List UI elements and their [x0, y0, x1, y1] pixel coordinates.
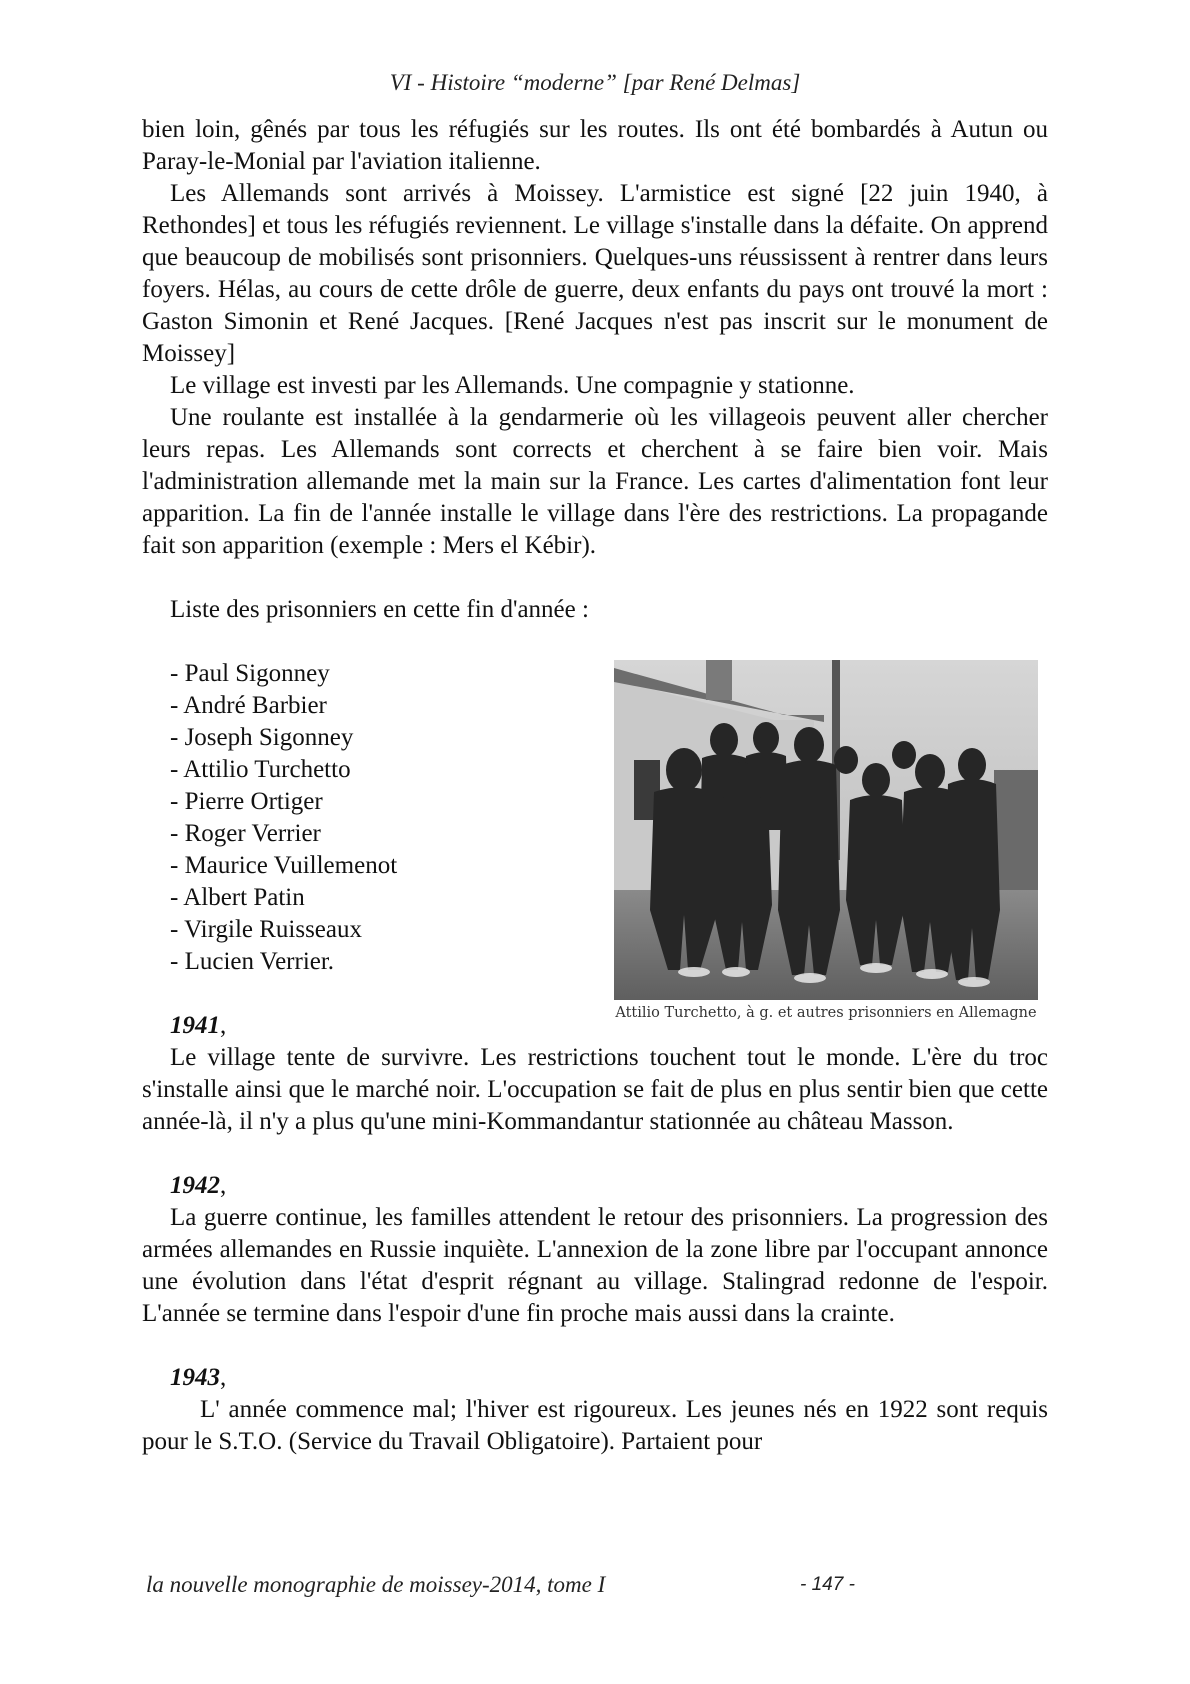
photo-caption: Attilio Turchetto, à g. et autres prisonniers en Allemagne [615, 1005, 1037, 1021]
list-item: - Virgile Ruisseaux [170, 916, 363, 943]
list-item: - Albert Patin [170, 884, 305, 911]
list-item: - Lucien Verrier. [170, 948, 335, 975]
paragraph: La guerre continue, les familles attendent le retour des prisonniers. La progression des armées allemandes en Russie inquiète. L'annexion de la zone libre par l'occupant annonce une évolution dans l'état d'esprit régnant au village. Stalingrad redonne de l'espoir. L'année se termine dans l'espoir d'une fin proche mais aussi dans la crainte. [142, 1204, 1048, 1327]
list-intro: Liste des prisonniers en cette fin d'année : [170, 596, 589, 623]
paragraph: Les Allemands sont arrivés à Moissey. L'armistice est signé [22 juin 1940, à Rethondes] et tous les réfugiés reviennent. Le village s'installe dans la défaite. On apprend que beaucoup de mobilisés sont prisonniers. Quelques-uns réussissent à rentrer dans leurs foyers. Hélas, au cours de cette drôle de guerre, deux enfants du pays ont trouvé la mort : Gaston Simonin et René Jacques. [René Jacques n'est pas inscrit sur le monument de Moissey] [142, 180, 1048, 367]
footer-publication: la nouvelle monographie de moissey-2014, tome I [146, 1572, 606, 1597]
list-item: - André Barbier [170, 692, 327, 719]
year-heading-1941: 1941, [170, 1012, 227, 1039]
year-heading-1943: 1943, [170, 1364, 227, 1391]
year-label: 1943 [170, 1364, 220, 1391]
year-label: 1941 [170, 1012, 220, 1039]
paragraph: Le village est investi par les Allemands. Une compagnie y stationne. [170, 372, 855, 399]
body-text [142, 114, 1048, 1458]
list-item: - Attilio Turchetto [170, 756, 351, 783]
list-item: - Joseph Sigonney [170, 724, 354, 751]
list-item: - Roger Verrier [170, 820, 321, 847]
paragraph: L' année commence mal; l'hiver est rigoureux. Les jeunes nés en 1922 sont requis pour le S.T.O. (Service du Travail Obligatoire). Partaient pour [142, 1396, 1048, 1455]
list-item: - Pierre Ortiger [170, 788, 323, 815]
prisoners-photo [614, 660, 1038, 1000]
paragraph: Le village tente de survivre. Les restrictions touchent tout le monde. L'ère du troc s'installe ainsi que le marché noir. L'occupation se fait de plus en plus sentir bien que cette année-là, il n'y a plus qu'une mini-Kommandantur stationnée au château Masson. [142, 1044, 1048, 1135]
year-heading-1942: 1942, [170, 1172, 227, 1199]
list-item: - Paul Sigonney [170, 660, 330, 687]
paragraph: Une roulante est installée à la gendarmerie où les villageois peuvent aller chercher leurs repas. Les Allemands sont corrects et cherchent à se faire bien voir. Mais l'administration allemande met la main sur la France. Les cartes d'alimentation font leur apparition. La fin de l'année installe le village dans l'ère des restrictions. La propagande fait son apparition (exemple : Mers el Kébir). [142, 404, 1048, 559]
running-header: VI - Histoire “moderne” [par René Delmas] [389, 70, 801, 95]
prisoners-section [142, 658, 1048, 1138]
year-label: 1942 [170, 1172, 220, 1199]
list-item: - Maurice Vuillemenot [170, 852, 398, 879]
page-number: - 147 - [800, 1574, 855, 1595]
paragraph: bien loin, gênés par tous les réfugiés sur les routes. Ils ont été bombardés à Autun ou Paray-le-Monial par l'aviation italienne. [142, 116, 1048, 175]
photo-figure [614, 660, 1038, 1022]
